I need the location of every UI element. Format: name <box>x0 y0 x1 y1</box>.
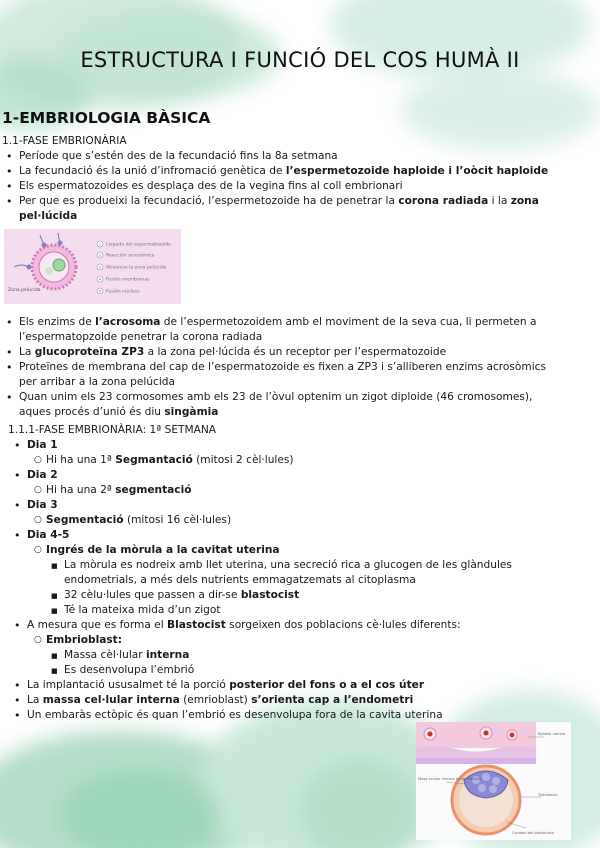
list-item: • Proteïnes de membrana del cap de l’espermatozoide es fixen a ZP3 i s’alliberen enzims acrosòmics per arribar a la zona pelúcida <box>0 360 560 390</box>
list-item: • Dia 2 ○ Hi ha una 2ª segmentació <box>8 468 570 498</box>
legend-item: Reacción acrosómica <box>106 253 155 259</box>
section-heading: 1-EMBRIOLOGIA BÀSICA <box>2 109 211 127</box>
zona-label: Zona pelúcida <box>8 288 41 293</box>
list-item: ○ Hi ha una 2ª segmentació <box>27 483 570 498</box>
legend-item: Fusión núcleos <box>106 289 140 295</box>
label-cavidad: Cavidad del blastocisto <box>512 831 554 835</box>
legend-num: 1 <box>98 242 102 247</box>
legend-item: Atraviesa la zona pelúcida <box>106 265 167 271</box>
list-item: ■ Té la mateixa mida d’un zigot <box>46 603 570 618</box>
list-item: ■ La mòrula es nodreix amb llet uterina, una secreció rica a glucogen de les glàndules endometrials, a més dels nutrients emmagatzemats al citoplasma <box>46 558 570 588</box>
list-item: • Per que es produeixi la fecundació, l’espermetozoide ha de penetrar la corona radiada i la zona pel·lúcida <box>0 194 560 224</box>
label-epitelio: Epitelio uterino <box>538 732 566 736</box>
list-item: • Els enzims de l’acrosoma de l’espermetozoidem amb el moviment de la seva cua, li permeten a l’espermatopzoide penetrar la corona radiada <box>0 315 560 345</box>
list-item: • Dia 4-5 ○ Ingrés de la mòrula a la cavitat uterina ■ La mòrula es nodreix amb llet uterina, una secreció rica a glucogen de les glàndules endometrials, a més dels nutrients emmagatzemats al citoplasma ■ 32 cèlu·lules que passen a dir-se blastocist ■ Té la mateixa mida d’un zigot <box>8 528 570 618</box>
implantation-diagram <box>416 722 571 840</box>
list-item: • La fecundació és la unió d’infromació genètica de l’espermetozoide haploide i l’oòcit haploide <box>0 164 560 179</box>
list-item: • La glucoproteïna ZP3 a la zona pel·lúcida és un receptor per l’espermatozoide <box>0 345 560 360</box>
list-item: • Un embaràs ectòpic és quan l’embrió es desenvolupa fora de la cavita uterina <box>8 708 570 723</box>
legend-num: 3 <box>98 265 102 270</box>
list-item: • A mesura que es forma el Blastocist sorgeixen dos poblacions cè·lules diferents: ○ Embrioblast: ■ Massa cèl·lular interna ■ Es desenvolupa l’embrió <box>8 618 570 678</box>
legend-num: 4 <box>98 277 102 282</box>
list-item: ○ Ingrés de la mòrula a la cavitat uterina ■ La mòrula es nodreix amb llet uterina, una secreció rica a glucogen de les glàndules endometrials, a més dels nutrients emmagatzemats al citoplasma ■ 32 cèlu·lules que passen a dir-se blastocist ■ Té la mateixa mida d’un zigot <box>27 543 570 618</box>
list-item: ■ Massa cèl·lular interna <box>46 648 570 663</box>
page-title: ESTRUCTURA I FUNCIÓ DEL COS HUMÀ II <box>80 48 520 72</box>
label-masa-interna: Masa celular interna (embrioblasto) <box>418 777 483 781</box>
legend-item: Fusión membranas <box>106 277 150 283</box>
list-item: • Dia 3 ○ Segmentació (mitosi 16 cèl·lules) <box>8 498 570 528</box>
list-item: ○ Embrioblast: ■ Massa cèl·lular interna ■ Es desenvolupa l’embrió <box>27 633 570 678</box>
list-item: ■ Es desenvolupa l’embrió <box>46 663 570 678</box>
days-list <box>8 438 570 723</box>
list-item: ○ Hi ha una 1ª Segmantació (mitosi 2 cèl·lules) <box>27 453 570 468</box>
legend-num: 2 <box>98 253 102 258</box>
list-item: • Dia 1 ○ Hi ha una 1ª Segmantació (mitosi 2 cèl·lules) <box>8 438 570 468</box>
list-item: • Període que s’estén des de la fecundació fins la 8a setmana <box>0 149 560 164</box>
list-item: ■ 32 cèlu·lules que passen a dir-se blastocist <box>46 588 570 603</box>
subheading-primera-setmana: 1.1.1-FASE EMBRIONÀRIA: 1ª SETMANA <box>8 424 217 436</box>
legend-item: Llegada del espermatozoide <box>106 242 171 248</box>
fertilization-illustration <box>4 229 181 304</box>
bullet-list-2 <box>0 315 560 420</box>
bullet-list-1 <box>0 149 560 224</box>
fertilization-diagram <box>4 229 181 304</box>
label-trofoblasto: Trofoblasto <box>538 793 558 797</box>
legend-num: 5 <box>98 289 102 294</box>
list-item: • Quan unim els 23 cormosomes amb els 23 de l’òvul optenim un zigot diploide (46 cromosomes), aques procés d’unió és diu singàmia <box>0 390 560 420</box>
subheading-fase-embrionaria: 1.1-FASE EMBRIONÀRIA <box>2 135 127 147</box>
list-item: ○ Segmentació (mitosi 16 cèl·lules) <box>27 513 570 528</box>
list-item: • La implantació ususalmet té la porció posterior del fons o a el cos úter <box>8 678 570 693</box>
list-item: • La massa cel·lular interna (emrioblast) s’orienta cap a l’endometri <box>8 693 570 708</box>
implantation-illustration <box>416 722 571 840</box>
list-item: • Els espermatozoides es desplaça des de la vegina fins al coll embrionari <box>0 179 560 194</box>
